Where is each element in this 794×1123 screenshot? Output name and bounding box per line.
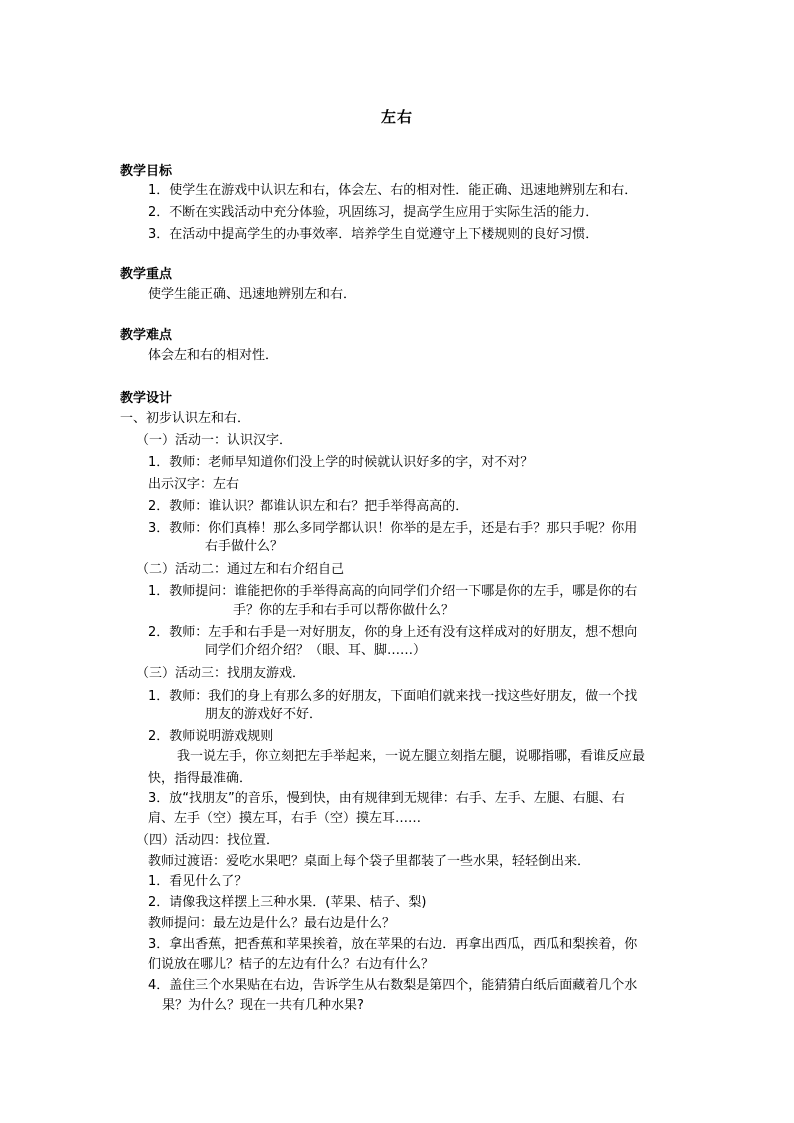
design-line-continuation: 们说放在哪儿？桔子的左边有什么？右边有什么？ [148, 957, 435, 972]
design-heading: 教学设计 [120, 391, 173, 406]
design-line: 1．教师：老师早知道你们没上学的时候就认识好多的字，对不对？ [148, 455, 534, 470]
design-line-continuation: 右手做什么？ [205, 539, 284, 554]
design-line: 1．教师提问：谁能把你的手举得高高的向同学们介绍一下哪是你的左手，哪是你的右 [148, 584, 638, 599]
design-line-continuation: 肩、左手（空）摸左耳，右手（空）摸左耳…… [148, 811, 422, 826]
design-line: 4．盖住三个水果贴在右边，告诉学生从右数梨是第四个，能猜猜白纸后面藏着几个水 [148, 978, 638, 993]
objective-item: 2．不断在实践活动中充分体验，巩固练习，提高学生应用于实际生活的能力． [148, 205, 599, 220]
design-line: 3．拿出香蕉，把香蕉和苹果挨着，放在苹果的右边．再拿出西瓜，西瓜和梨挨着，你 [148, 937, 638, 952]
objectives-heading: 教学目标 [120, 164, 173, 179]
design-line: 3．放“找朋友”的音乐，慢到快，由有规律到无规律：右手、左手、左腿、右腿、右 [148, 791, 625, 806]
design-line: 教师提问：最左边是什么？最右边是什么？ [148, 916, 396, 931]
key-point-heading: 教学重点 [120, 267, 173, 282]
design-line-continuation: 果？为什么？现在一共有几种水果? [162, 998, 364, 1013]
section-heading: 一、初步认识左和右． [120, 411, 251, 426]
design-line: 2．教师：左手和右手是一对好朋友，你的身上还有没有这样成对的好朋友，想不想向 [148, 625, 638, 640]
design-line: 2．教师：谁认识？都谁认识左和右？把手举得高高的． [148, 499, 469, 514]
design-line-continuation: 朋友的游戏好不好． [205, 707, 323, 722]
design-line: 出示汉字：左右 [148, 477, 240, 492]
design-line-continuation: 同学们介绍介绍？（眼、耳、脚……） [205, 643, 427, 658]
design-line: 1．看见什么了？ [148, 874, 248, 889]
activity-heading: （三）活动三：找朋友游戏． [136, 666, 306, 681]
design-line-continuation: 手？你的左手和右手可以帮你做什么？ [233, 603, 455, 618]
design-line-continuation: 快，指得最准确． [148, 771, 253, 786]
activity-heading: （一）活动一：认识汉字． [136, 433, 293, 448]
design-line: 2．请像我这样摆上三种水果．(苹果、桔子、梨) [148, 895, 427, 910]
activity-heading: （四）活动四：找位置． [136, 833, 280, 848]
difficulty-heading: 教学难点 [120, 328, 173, 343]
objective-item: 1．使学生在游戏中认识左和右，体会左、右的相对性．能正确、迅速地辨别左和右． [148, 183, 638, 198]
objective-item: 3．在活动中提高学生的办事效率．培养学生自觉遵守上下楼规则的良好习惯． [148, 227, 599, 242]
activity-heading: （二）活动二：通过左和右介绍自己 [136, 562, 345, 577]
design-line: 1．教师：我们的身上有那么多的好朋友，下面咱们就来找一找这些好朋友，做一个找 [148, 689, 638, 704]
key-point-text: 使学生能正确、迅速地辨别左和右． [148, 287, 357, 302]
design-line: 3．教师：你们真棒！那么多同学都认识！你举的是左手，还是右手？那只手呢？你用 [148, 521, 638, 536]
document-title: 左右 [380, 108, 413, 126]
design-line: 教师过渡语：爱吃水果吧？桌面上每个袋子里都装了一些水果，轻轻倒出来． [148, 854, 591, 869]
design-line: 我一说左手，你立刻把左手举起来，一说左腿立刻指左腿，说哪指哪，看谁反应最 [177, 749, 646, 764]
design-line: 2．教师说明游戏规则 [148, 729, 274, 744]
difficulty-text: 体会左和右的相对性． [148, 348, 279, 363]
